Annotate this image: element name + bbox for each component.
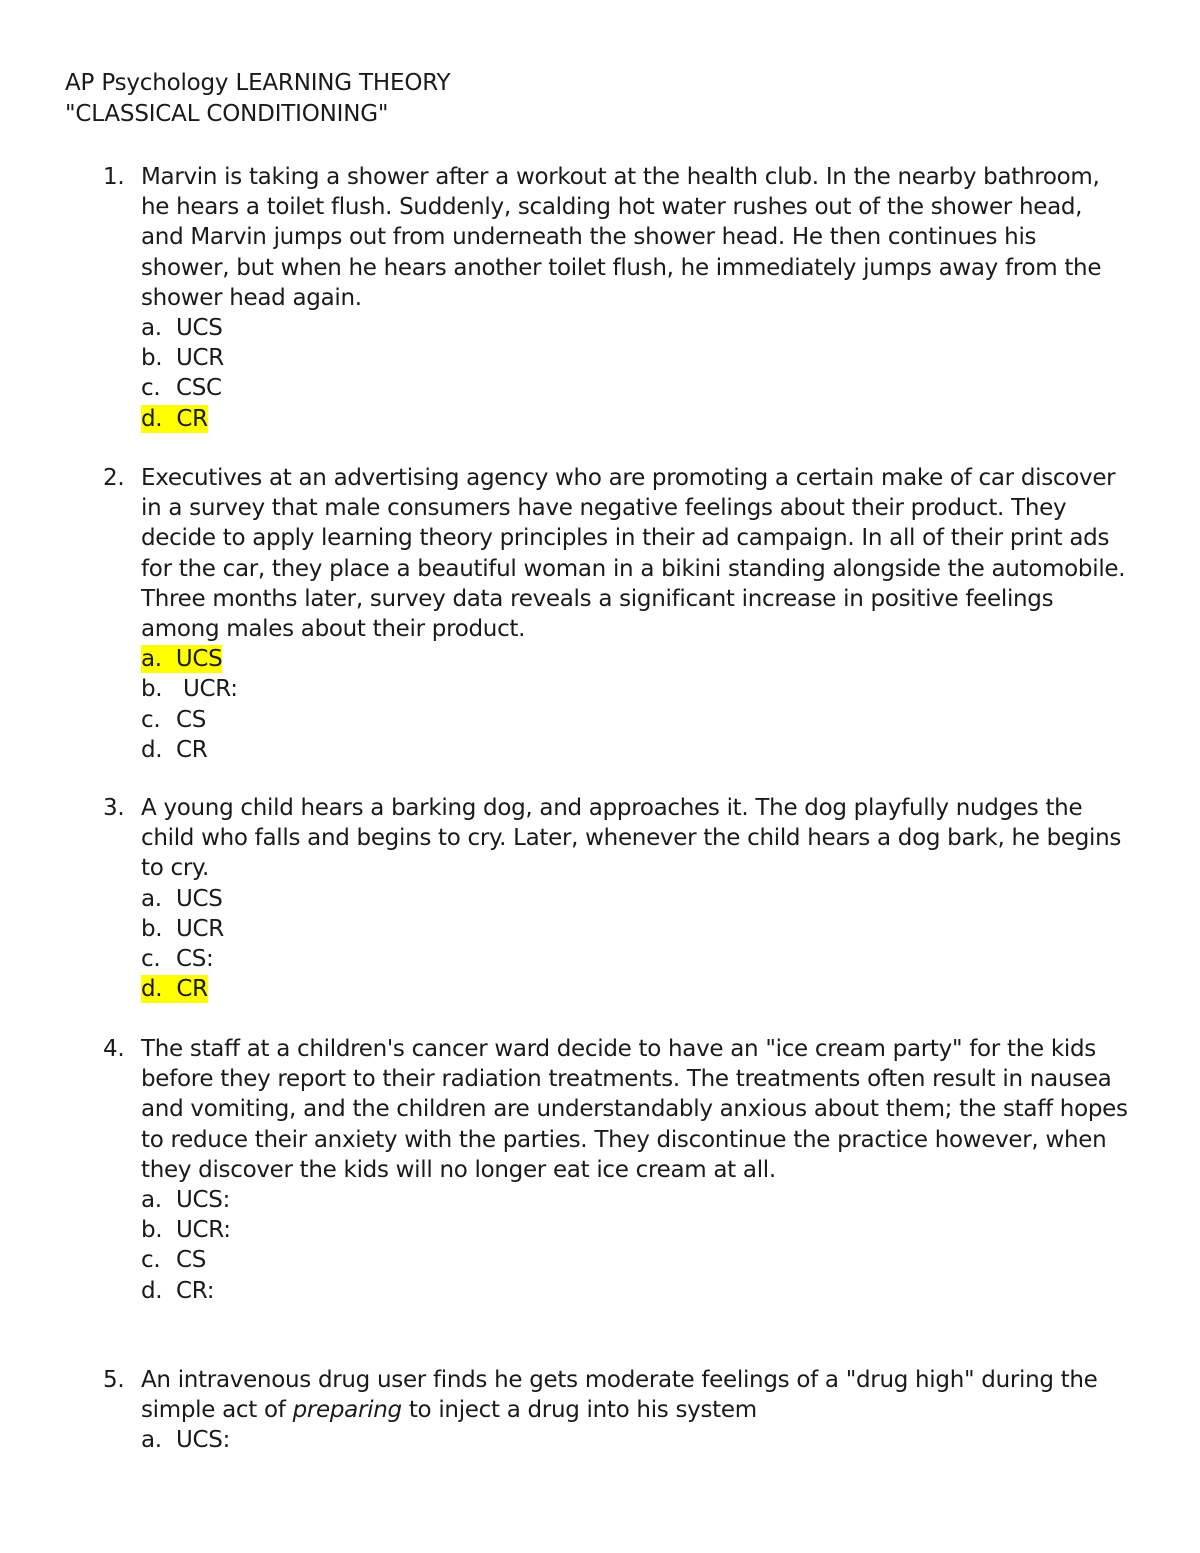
option-a: a. UCS: <box>141 1187 231 1214</box>
question-text: A young child hears a barking dog, and approaches it. The dog playfully nudges the child who falls and begins to cry. Later, whenever the child hears a dog bark, he begins to cry. <box>141 795 1122 882</box>
question-number: 3. <box>103 795 125 821</box>
option-b: b. UCR: <box>141 676 238 703</box>
emphasized-word: preparing <box>292 1397 402 1424</box>
options-list <box>141 313 1131 434</box>
option-a: a. UCS: <box>141 1427 231 1454</box>
option-d: d. CR: <box>141 1277 215 1304</box>
option-c: c. CS <box>141 706 207 733</box>
question-number: 4. <box>103 1036 125 1062</box>
document-header <box>65 68 450 130</box>
question-number: 5. <box>103 1367 125 1393</box>
option-c: c. CS <box>141 1247 207 1274</box>
question-text: An intravenous drug user finds he gets moderate feelings of a "drug high" during the simple act of preparing to inject a drug into his system <box>141 1367 1098 1424</box>
option-d-highlighted <box>141 974 1131 1004</box>
options-list <box>141 644 1131 765</box>
course-title: AP Psychology LEARNING THEORY <box>65 70 451 96</box>
question-number: 2. <box>103 465 125 491</box>
option-c: c. CS: <box>141 945 214 972</box>
options-list <box>141 884 1131 1005</box>
option-a: a. UCS <box>141 885 223 912</box>
options-list <box>141 1185 1131 1306</box>
option-c: c. CSC <box>141 375 222 402</box>
option-b: b. UCR <box>141 345 224 372</box>
option-b: b. UCR <box>141 915 224 942</box>
question-text: The staff at a children's cancer ward decide to have an "ice cream party" for the kids before they report to their radiation treatments. The treatments often result in nausea and vomiting, and the children are understandably anxious about them; the staff hopes to reduce their anxiety with the parties. They discontinue the practice however, when they discover the kids will no longer eat ice cream at all. <box>141 1036 1128 1183</box>
question-text: Marvin is taking a shower after a workout at the health club. In the nearby bathroom, he hears a toilet flush. Suddenly, scalding hot water rushes out of the shower head, and Marvin jumps out from underneath the shower head. He then continues his shower, but when he hears another toilet flush, he immediately jumps away from the shower head again. <box>141 164 1102 311</box>
answer-highlight: d. CR <box>141 976 208 1003</box>
option-b: b. UCR: <box>141 1217 231 1244</box>
question-text: Executives at an advertising agency who are promoting a certain make of car discover in a survey that male consumers have negative feelings about their product. They decide to apply learning theory principles in their ad campaign. In all of their print ads for the car, they place a beautiful woman in a bikini standing alongside the automobile. Three months later, survey data reveals a significant increase in positive feelings among males about their product. <box>141 465 1126 643</box>
option-d-highlighted <box>141 404 1131 434</box>
options-list <box>141 1425 1131 1455</box>
worksheet-title: "CLASSICAL CONDITIONING" <box>65 101 389 127</box>
question-number: 1. <box>103 164 125 190</box>
option-a: a. UCS <box>141 315 223 342</box>
answer-highlight: d. CR <box>141 405 208 432</box>
option-d: d. CR <box>141 736 208 763</box>
option-a-highlighted <box>141 644 1131 674</box>
answer-highlight: a. UCS <box>141 646 223 673</box>
